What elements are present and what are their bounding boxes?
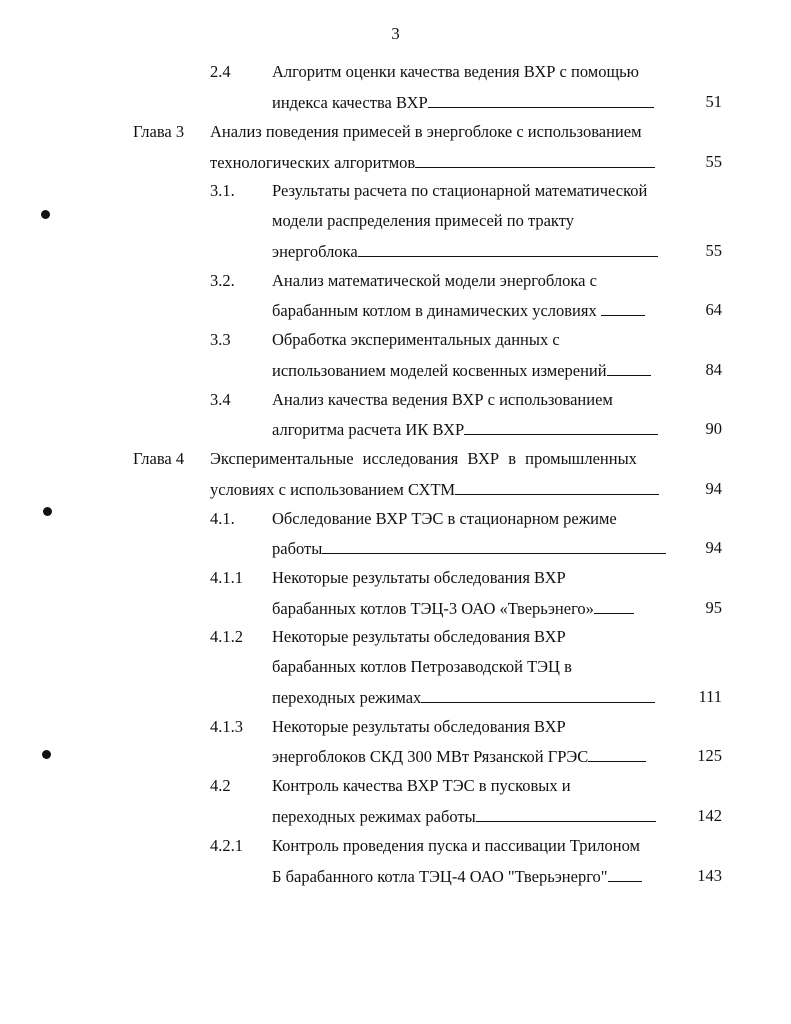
section-number: 3.1.	[210, 181, 235, 200]
dot-leader	[588, 746, 646, 762]
section-title-line: Обследование ВХР ТЭС в стационарном режиме	[272, 509, 617, 528]
section-number: 4.2.1	[210, 836, 243, 855]
dot-leader	[322, 538, 666, 554]
section-title-line: алгоритма расчета ИК ВХР	[272, 419, 658, 440]
dot-leader	[476, 806, 656, 822]
section-title-line: энергоблока	[272, 241, 658, 262]
section-title-line: модели распределения примесей по тракту	[272, 211, 574, 230]
section-title-line: Некоторые результаты обследования ВХР	[272, 568, 566, 587]
section-title-line: Обработка экспериментальных данных с	[272, 330, 560, 349]
section-title-line: Некоторые результаты обследования ВХР	[272, 717, 566, 736]
section-title-line: Анализ математической модели энергоблока с	[272, 271, 597, 290]
section-title-line: Результаты расчета по стационарной математической	[272, 181, 648, 200]
section-title-line: барабанных котлов Петрозаводской ТЭЦ в	[272, 657, 572, 676]
dot-leader	[358, 241, 658, 257]
section-title-line: Контроль проведения пуска и пассивации Трилоном	[272, 836, 641, 855]
section-title-line: энергоблоков СКД 300 МВт Рязанской ГРЭС	[272, 746, 646, 767]
page-ref: 84	[705, 360, 722, 379]
dot-leader	[428, 92, 654, 108]
section-number: 4.2	[210, 776, 231, 795]
page-ref: 94	[705, 538, 722, 557]
page-ref: 143	[697, 866, 722, 885]
page-ref: 51	[705, 92, 722, 111]
dot-leader	[455, 479, 659, 495]
section-title-line: Алгоритм оценки качества ведения ВХР с помощью	[272, 62, 640, 81]
section-number: 2.4	[210, 62, 231, 81]
dot-leader	[464, 419, 658, 435]
dot-leader	[601, 300, 645, 316]
chapter-title-line: Экспериментальные исследования ВХР в промышленных	[210, 449, 637, 468]
chapter-title-line: Анализ поведения примесей в энергоблоке с использованием	[210, 122, 642, 141]
dot-leader	[421, 687, 655, 703]
section-number: 4.1.	[210, 509, 235, 528]
section-title-line: Анализ качества ведения ВХР с использованием	[272, 390, 613, 409]
page-ref: 95	[705, 598, 722, 617]
section-number: 4.1.2	[210, 627, 243, 646]
chapter-label: Глава 3	[133, 122, 185, 141]
chapter-title-line: технологических алгоритмов	[210, 152, 655, 173]
section-title-line: работы	[272, 538, 666, 559]
section-title-line: Б барабанного котла ТЭЦ-4 ОАО "Тверьэнерго"	[272, 866, 642, 887]
section-number: 4.1.1	[210, 568, 243, 587]
section-title-line: переходных режимах	[272, 687, 655, 708]
page-ref: 90	[705, 419, 722, 438]
section-number: 3.2.	[210, 271, 235, 290]
section-title-line: переходных режимах работы	[272, 806, 656, 827]
page-ref: 55	[705, 241, 722, 260]
section-title-line: индекса качества ВХР	[272, 92, 654, 113]
chapter-label: Глава 4	[133, 449, 185, 468]
section-number: 4.1.3	[210, 717, 243, 736]
page-ref: 142	[697, 806, 722, 825]
section-number: 3.4	[210, 390, 231, 409]
dot-leader	[607, 360, 651, 376]
page-ref: 111	[698, 687, 722, 706]
page-ref: 125	[697, 746, 722, 765]
section-title-line: барабанным котлом в динамических условиях	[272, 300, 645, 321]
binding-hole-mark	[43, 507, 52, 516]
binding-hole-mark	[42, 750, 51, 759]
section-title-line: использованием моделей косвенных измерений	[272, 360, 651, 381]
page-number: 3	[391, 24, 400, 43]
section-title-line: Контроль качества ВХР ТЭС в пусковых и	[272, 776, 571, 795]
dot-leader	[608, 866, 642, 882]
chapter-title-line: условиях с использованием СХТМ	[210, 479, 659, 500]
dot-leader	[594, 598, 634, 614]
page-ref: 94	[705, 479, 722, 498]
page-ref: 64	[705, 300, 722, 319]
page-ref: 55	[705, 152, 722, 171]
dot-leader	[415, 152, 655, 168]
binding-hole-mark	[41, 210, 50, 219]
section-title-line: Некоторые результаты обследования ВХР	[272, 627, 566, 646]
section-title-line: барабанных котлов ТЭЦ-3 ОАО «Тверьэнего»	[272, 598, 634, 619]
section-number: 3.3	[210, 330, 231, 349]
